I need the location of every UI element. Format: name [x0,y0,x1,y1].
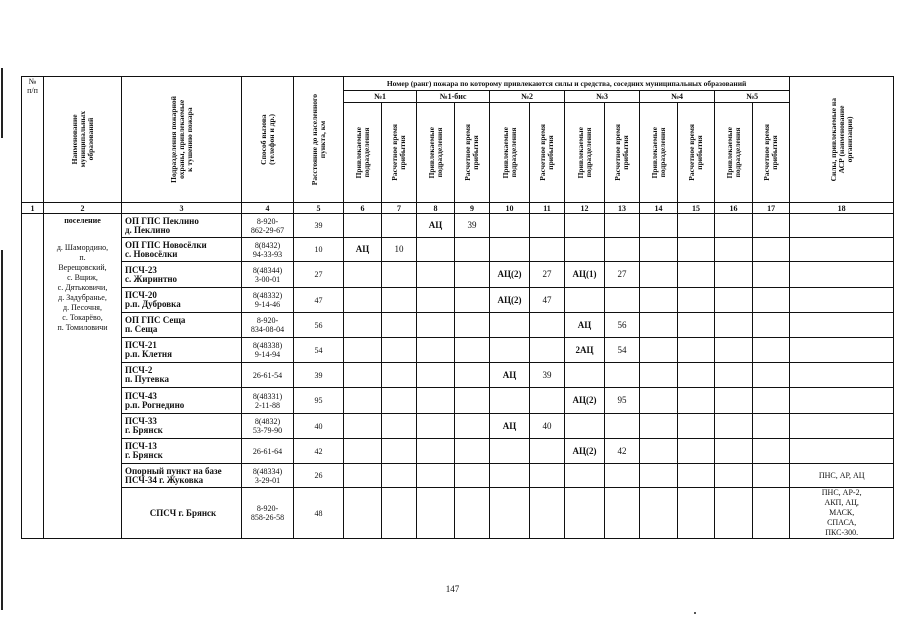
phone-cell: 8(48338) 9-14-94 [242,338,294,363]
arrival-time-cell [678,363,715,388]
arrival-time-cell [753,262,790,288]
arrival-time-cell [605,464,640,488]
header-units-engaged: Привлекаемые подразделения [565,103,605,203]
header-municipality: Наименование муниципальных образований [44,77,122,203]
arrival-time-cell [678,338,715,363]
header-arrival-time: Расчетное время прибытия [605,103,640,203]
scan-margin-line [1,250,3,610]
arrival-time-cell [530,464,565,488]
engaged-units-cell: АЦ [490,363,530,388]
column-number: 14 [640,203,678,214]
unit-location: р.п. Рогнедино [125,399,185,410]
rank-header: №1-бис [417,91,490,103]
engaged-units-cell [490,238,530,262]
arrival-time-cell [753,313,790,338]
unit-name: ОП ГПС Пеклино [125,215,199,226]
column-number: 8 [417,203,455,214]
unit-name: ПСЧ-43 [125,390,157,401]
unit-cell [122,388,242,414]
engaged-units-cell [417,414,455,439]
column-number: 9 [455,203,490,214]
header-units-engaged: Привлекаемые подразделения [490,103,530,203]
engaged-units-cell [640,214,678,238]
column-number: 6 [344,203,382,214]
arrival-time-cell [530,214,565,238]
unit-name: Опорный пункт на базе [125,465,222,476]
unit-location: п. Сеща [125,324,158,334]
arrival-time-cell [530,238,565,262]
engaged-units-cell [490,439,530,464]
unit-location: д. Пеклино [125,224,171,235]
unit-name: ОП ГПС Сеща [125,315,186,325]
arrival-time-cell [382,313,417,338]
scan-margin-line [1,68,3,138]
phone-cell: 26-61-64 [242,439,294,464]
rescue-forces-cell [790,388,894,414]
engaged-units-cell [417,338,455,363]
arrival-time-cell [605,214,640,238]
engaged-units-cell [715,388,753,414]
phone-cell: 8-920- 834-08-04 [242,313,294,338]
engaged-units-cell [417,488,455,539]
engaged-units-cell [715,262,753,288]
engaged-units-cell [490,338,530,363]
arrival-time-cell [455,439,490,464]
table-row [22,338,894,363]
engaged-units-cell [640,313,678,338]
distance-cell: 48 [294,488,344,539]
arrival-time-cell [382,414,417,439]
engaged-units-cell [490,214,530,238]
arrival-time-cell [678,388,715,414]
engaged-units-cell: АЦ(1) [565,262,605,288]
arrival-time-cell [455,238,490,262]
column-number: 15 [678,203,715,214]
arrival-time-cell [455,488,490,539]
engaged-units-cell: АЦ [344,238,382,262]
unit-name: ПСЧ-21 [125,340,157,350]
engaged-units-cell [640,414,678,439]
arrival-time-cell [753,488,790,539]
engaged-units-cell [565,288,605,313]
engaged-units-cell [344,439,382,464]
rescue-forces-cell [790,313,894,338]
arrival-time-cell [678,288,715,313]
header-units: Подразделения пожарной охраны, привлекаемые к тушению пожара [122,77,242,203]
municipality-settlements: д. Шамордино, п. Верещовский, с. Вщиж, с. Дятьковичи, д. Задубранье, д. Песочня, с. Токарёво, п. Томиловичи [56,243,109,332]
rescue-forces-cell [790,214,894,238]
engaged-units-cell [490,313,530,338]
column-number: 18 [790,203,894,214]
column-number: 10 [490,203,530,214]
engaged-units-cell [417,439,455,464]
header-distance: Расстояние до населенного пункта, км [294,77,344,203]
engaged-units-cell [715,238,753,262]
column-number: 1 [22,203,44,214]
engaged-units-cell [417,262,455,288]
arrival-time-cell [530,338,565,363]
engaged-units-cell [640,262,678,288]
municipality-head: поселение [64,216,101,225]
arrival-time-cell [455,288,490,313]
unit-name: ПСЧ-20 [125,290,157,300]
column-number: 3 [122,203,242,214]
engaged-units-cell [715,363,753,388]
phone-cell: 8(48344) 3-00-01 [242,262,294,288]
arrival-time-cell [753,464,790,488]
arrival-time-cell [455,338,490,363]
engaged-units-cell [344,313,382,338]
arrival-time-cell [382,488,417,539]
arrival-time-cell [753,414,790,439]
unit-location: г. Брянск [125,450,163,460]
arrival-time-cell [455,363,490,388]
rescue-forces-cell [790,414,894,439]
unit-name: ПСЧ-33 [125,416,157,426]
arrival-time-cell [530,439,565,464]
engaged-units-cell [417,288,455,313]
phone-cell: 8-920- 858-26-58 [242,488,294,539]
engaged-units-cell: АЦ [417,214,455,238]
arrival-time-cell: 39 [455,214,490,238]
arrival-time-cell [455,313,490,338]
rescue-forces-cell: ПНС, АР, АЦ [790,464,894,488]
table-row [22,488,894,539]
arrival-time-cell: 56 [605,313,640,338]
rescue-forces-cell [790,439,894,464]
phone-cell: 8(8432) 94-33-93 [242,238,294,262]
engaged-units-cell [640,488,678,539]
arrival-time-cell [382,464,417,488]
column-number: 13 [605,203,640,214]
engaged-units-cell [565,214,605,238]
distance-cell: 54 [294,338,344,363]
engaged-units-cell [344,464,382,488]
header-call-method: Способ вызова (телефон и др.) [242,77,294,203]
rescue-forces-cell: ПНС, АР-2, АКП, АЦ, МАСК, СПАСА, ПКС-300. [790,488,894,539]
engaged-units-cell [565,238,605,262]
engaged-units-cell: АЦ(2) [490,262,530,288]
table-row [22,313,894,338]
distance-cell: 56 [294,313,344,338]
unit-cell [122,238,242,262]
header-arrival-time: Расчетное время прибытия [678,103,715,203]
engaged-units-cell [640,238,678,262]
table-row [22,439,894,464]
column-number: 5 [294,203,344,214]
arrival-time-cell [605,363,640,388]
arrival-time-cell: 27 [530,262,565,288]
engaged-units-cell [640,338,678,363]
column-number: 17 [753,203,790,214]
unit-cell [122,214,242,238]
header-number: № п/п [22,77,44,203]
unit-name: СПСЧ г. Брянск [149,507,217,518]
distance-cell: 26 [294,464,344,488]
unit-cell [122,363,242,388]
engaged-units-cell [344,414,382,439]
unit-location: ПСЧ-34 г. Жуковка [125,474,204,485]
column-number: 4 [242,203,294,214]
engaged-units-cell [565,464,605,488]
rescue-forces-cell [790,238,894,262]
rank-header: №4 [640,91,715,103]
scan-speck [694,612,696,614]
engaged-units-cell [344,488,382,539]
column-number: 2 [44,203,122,214]
arrival-time-cell [605,238,640,262]
unit-cell [122,338,242,363]
phone-cell: 8(48334) 3-29-01 [242,464,294,488]
header-units-engaged: Привлекаемые подразделения [417,103,455,203]
arrival-time-cell: 54 [605,338,640,363]
table-row [22,388,894,414]
engaged-units-cell [490,464,530,488]
unit-name: ОП ГПС Новосёлки [125,239,207,250]
distance-cell: 47 [294,288,344,313]
engaged-units-cell [715,338,753,363]
engaged-units-cell: АЦ(2) [565,439,605,464]
arrival-time-cell [605,414,640,439]
engaged-units-cell [417,313,455,338]
header-units-engaged: Привлекаемые подразделения [715,103,753,203]
table-row [22,262,894,288]
distance-cell: 95 [294,388,344,414]
unit-cell [122,464,242,488]
municipality-cell [44,214,122,539]
unit-cell [122,288,242,313]
table-row [22,214,894,238]
engaged-units-cell [640,464,678,488]
arrival-time-cell [678,439,715,464]
rank-header: №2 [490,91,565,103]
rank-header: №5 [715,91,790,103]
engaged-units-cell: 2АЦ [565,338,605,363]
arrival-time-cell [382,262,417,288]
header-arrival-time: Расчетное время прибытия [753,103,790,203]
arrival-time-cell [382,388,417,414]
arrival-time-cell [455,464,490,488]
phone-cell: 8-920- 862-29-67 [242,214,294,238]
arrival-time-cell [382,288,417,313]
table-row [22,238,894,262]
arrival-time-cell [382,214,417,238]
rescue-forces-cell [790,338,894,363]
table-row [22,414,894,439]
column-number: 11 [530,203,565,214]
unit-location: г. Брянск [125,425,163,435]
column-number: 16 [715,203,753,214]
header-rescue-forces: Силы, привлекаемые на АСР (наименование организации) [790,77,894,203]
engaged-units-cell [417,388,455,414]
arrival-time-cell [455,388,490,414]
engaged-units-cell [490,388,530,414]
arrival-time-cell [678,464,715,488]
arrival-time-cell [455,414,490,439]
table-row [22,464,894,488]
arrival-time-cell [530,488,565,539]
engaged-units-cell: АЦ(2) [490,288,530,313]
engaged-units-cell [715,488,753,539]
engaged-units-cell [715,288,753,313]
unit-cell [122,439,242,464]
rescue-forces-cell [790,262,894,288]
header-rank-caption: Номер (ранг) пожара по которому привлекаются силы и средства, соседних муниципальных образований [344,77,790,91]
header-units-engaged: Привлекаемые подразделения [344,103,382,203]
arrival-time-cell [753,238,790,262]
arrival-time-cell: 27 [605,262,640,288]
engaged-units-cell [344,388,382,414]
distance-cell: 40 [294,414,344,439]
arrival-time-cell [605,488,640,539]
engaged-units-cell [344,363,382,388]
fire-forces-table [21,76,894,539]
unit-cell [122,414,242,439]
unit-location: с. Новосёлки [125,248,178,259]
arrival-time-cell: 40 [530,414,565,439]
engaged-units-cell [715,214,753,238]
arrival-time-cell [678,214,715,238]
table-row [22,288,894,313]
arrival-time-cell [382,439,417,464]
header-arrival-time: Расчетное время прибытия [455,103,490,203]
unit-name: ПСЧ-13 [125,441,157,451]
engaged-units-cell [344,288,382,313]
header-arrival-time: Расчетное время прибытия [382,103,417,203]
page-number: 147 [445,584,460,594]
unit-location: с. Жиринтно [125,273,178,284]
arrival-time-cell [678,488,715,539]
column-number: 12 [565,203,605,214]
unit-name: ПСЧ-2 [125,365,153,375]
arrival-time-cell [753,214,790,238]
engaged-units-cell [715,313,753,338]
rank-header: №3 [565,91,640,103]
engaged-units-cell [715,414,753,439]
unit-location: р.п. Клетня [125,349,172,359]
distance-cell: 39 [294,214,344,238]
arrival-time-cell [678,238,715,262]
arrival-time-cell [753,338,790,363]
phone-cell: 8(4832) 53-79-90 [242,414,294,439]
arrival-time-cell [753,363,790,388]
arrival-time-cell [753,288,790,313]
rank-header: №1 [344,91,417,103]
arrival-time-cell [678,414,715,439]
engaged-units-cell [640,288,678,313]
arrival-time-cell: 47 [530,288,565,313]
arrival-time-cell [455,262,490,288]
column-number: 7 [382,203,417,214]
arrival-time-cell [678,313,715,338]
distance-cell: 27 [294,262,344,288]
engaged-units-cell [344,214,382,238]
engaged-units-cell [565,414,605,439]
unit-location: р.п. Дубровка [125,299,181,309]
arrival-time-cell [530,388,565,414]
rescue-forces-cell [790,288,894,313]
arrival-time-cell: 39 [530,363,565,388]
engaged-units-cell: АЦ [490,414,530,439]
header-arrival-time: Расчетное время прибытия [530,103,565,203]
engaged-units-cell [715,464,753,488]
distance-cell: 39 [294,363,344,388]
distance-cell: 10 [294,238,344,262]
header-units-engaged: Привлекаемые подразделения [640,103,678,203]
engaged-units-cell [640,363,678,388]
engaged-units-cell [344,262,382,288]
engaged-units-cell [565,488,605,539]
arrival-time-cell [678,262,715,288]
arrival-time-cell: 95 [605,388,640,414]
unit-cell [122,313,242,338]
rescue-forces-cell [790,363,894,388]
engaged-units-cell [715,439,753,464]
arrival-time-cell [605,288,640,313]
phone-cell: 8(48331) 2-11-88 [242,388,294,414]
unit-cell [122,262,242,288]
number-cell [22,214,44,539]
engaged-units-cell [640,439,678,464]
engaged-units-cell [417,238,455,262]
unit-name: ПСЧ-23 [125,264,157,275]
arrival-time-cell [530,313,565,338]
unit-location: п. Путевка [125,374,170,384]
arrival-time-cell [753,439,790,464]
arrival-time-cell [382,338,417,363]
engaged-units-cell: АЦ [565,313,605,338]
phone-cell: 26-61-54 [242,363,294,388]
phone-cell: 8(48332) 9-14-46 [242,288,294,313]
engaged-units-cell [490,488,530,539]
engaged-units-cell [417,464,455,488]
arrival-time-cell: 10 [382,238,417,262]
engaged-units-cell [640,388,678,414]
distance-cell: 42 [294,439,344,464]
engaged-units-cell [417,363,455,388]
arrival-time-cell [382,363,417,388]
engaged-units-cell: АЦ(2) [565,388,605,414]
engaged-units-cell [565,363,605,388]
table-row [22,363,894,388]
unit-cell [122,488,242,539]
engaged-units-cell [344,338,382,363]
arrival-time-cell [753,388,790,414]
arrival-time-cell: 42 [605,439,640,464]
